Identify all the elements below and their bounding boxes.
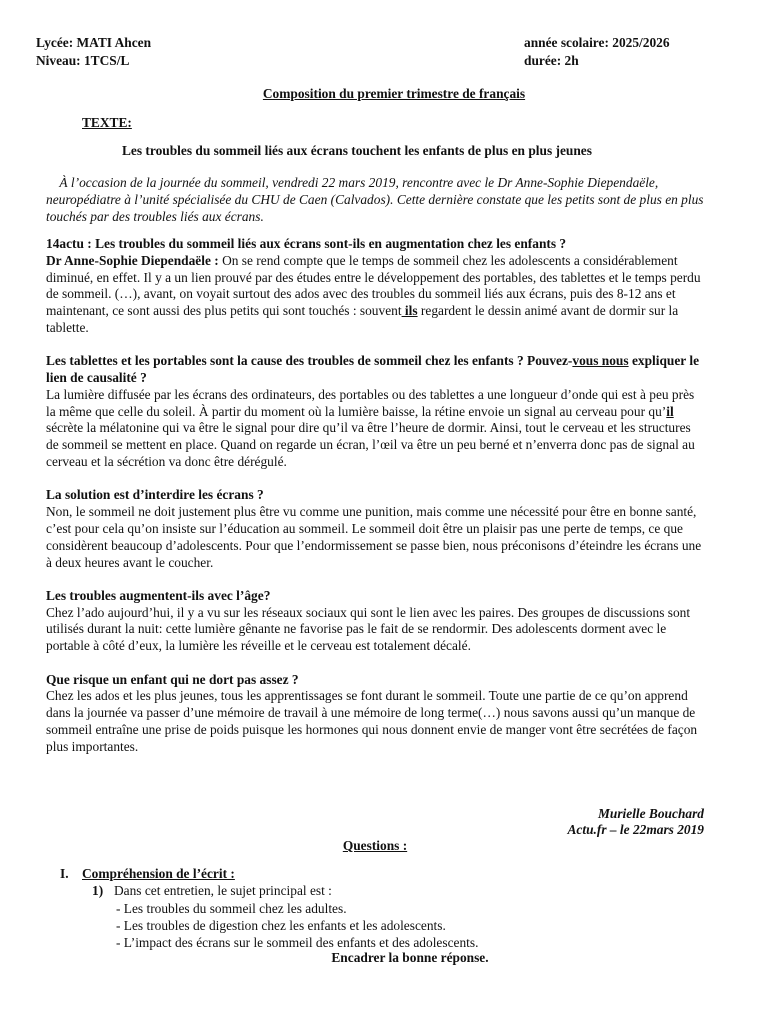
question-1 [92, 882, 332, 899]
article-intro [46, 174, 706, 225]
intro-text: À l’occasion de la journée du sommeil, vendredi 22 mars 2019, rencontre avec le Dr Anne-Sophie Diependaële, neuropédiatre à l’unité spécialisée du CHU de Caen (Calvados). Cette dernière constate que les petits sont de plus en plus touchés par des troubles liés aux écrans. [46, 175, 704, 224]
article-title: Les troubles du sommeil liés aux écrans touchent les enfants de plus en plus jeunes [122, 143, 592, 158]
interview-block-4 [46, 588, 706, 655]
question-text: Dans cet entretien, le sujet principal est : [114, 883, 332, 898]
interview-block-3 [46, 487, 706, 571]
interview-answer: Chez l’ado aujourd’hui, il y a vu sur les réseaux sociaux qui sont le lien avec les paires. Des groupes de discussions sont utilisés durant la nuit: cette lumière gênante ne favorise pas le fait de se rendormir. Des adolescents dorment avec le portable à côté d’eux, la lumière les réveille et le cerveau est totalement décalé. [46, 604, 691, 654]
texte-label: TEXTE: [82, 115, 132, 130]
section-title: Compréhension de l’écrit : [82, 866, 235, 881]
interview-block-2 [46, 353, 706, 471]
answer-options [116, 900, 478, 951]
header-left [36, 34, 151, 70]
interview-block-5 [46, 672, 706, 756]
question-text: Les tablettes et les portables sont la cause des troubles de sommeil chez les enfants ? Pouvez- [46, 353, 573, 369]
interview-question: Les troubles augmentent-ils avec l’âge? [46, 587, 271, 603]
interview-question [46, 353, 706, 387]
interview-question: 14actu : Les troubles du sommeil liés aux écrans sont-ils en augmentation chez les enfants ? [46, 236, 567, 251]
school-year: année scolaire: 2025/2026 [524, 35, 670, 50]
interview-question: La solution est d’interdire les écrans ? [46, 487, 264, 503]
question-instruction: Encadrer la bonne réponse. [331, 950, 489, 965]
answer-option[interactable]: - L’impact des écrans sur le sommeil des enfants et des adolescents. [116, 935, 479, 950]
interview-answer: Non, le sommeil ne doit justement plus être vu comme une punition, mais comme une nécessité pour être en bonne santé, c’est pour cela qu’on insiste sur l’éducation au sommeil. Le sommeil doit être un plaisir pas une perte de temps, ce que considèrent beaucoup d’adolescents. Pour que l’endormissement se passe bien, nous préconisons d’éteindre les écrans une à deux heures avant le coucher. [46, 504, 702, 570]
interview-answer: Chez les ados et les plus jeunes, tous les apprentissages se font durant le sommeil. Toute une partie de ce qu’on apprend dans la journée va passer d’une mémoire de travail à une mémoire de long terme(…) nous savons aussi qu’un manque de sommeil entraîne une prise de poids puisque les hormones qui nous donnent envie de manger vont être secrétées de façon plus importantes. [46, 688, 698, 754]
interview-answer [46, 387, 706, 471]
answer-text: On se rend compte que le temps de sommeil chez les adolescents a considérablement diminué, en effet. Il y a un lien prouvé par des études entre le développement des portables, des tablettes et le temps perdu de sommeil. (…), avant, on voyait surtout des ados avec des troubles du sommeil liés aux écrans, puis des 8-12 ans et maintenant, ce sont aussi des plus petits qui sont touchés : souvent [46, 252, 701, 319]
interview-body [46, 236, 706, 772]
header-right [524, 34, 670, 70]
question-text: expliquer le lien de causalité ? [46, 353, 700, 386]
interview-block-1 [46, 236, 706, 337]
answer-text: sécrète la mélatonine qui va être le signal pour dire qu’il va être l’heure de dormir. Ainsi, tout le cerveau et les structures de sommeil se mettent en place. Quand on regarde un écran, l’œil va être un peu berné et n’enverra donc pas de signal au cerveau et la sécrétion va donc être dérégulé. [46, 420, 695, 470]
questions-title: Questions : [342, 838, 408, 853]
interview-question: Que risque un enfant qui ne dort pas assez ? [46, 671, 299, 687]
speaker-name: Dr Anne-Sophie Diependaële : [46, 252, 219, 268]
underlined-word: ils [401, 303, 418, 319]
answer-option[interactable]: - Les troubles du sommeil chez les adultes. [116, 901, 347, 916]
exam-duration: durée: 2h [524, 53, 579, 68]
answer-option[interactable]: - Les troubles de digestion chez les enfants et les adolescents. [116, 918, 446, 933]
school-name: Lycée: MATI Ahcen [36, 35, 152, 50]
exam-title: Composition du premier trimestre de français [262, 86, 526, 101]
answer-text: regardent le dessin animé avant de dormir sur la tablette. [46, 303, 679, 335]
class-level: Niveau: 1TCS/L [36, 53, 130, 68]
section-heading [60, 866, 235, 882]
interview-answer [46, 253, 706, 337]
article-source: Actu.fr – le 22mars 2019 [567, 822, 704, 837]
underlined-word: vous nous [572, 353, 629, 369]
section-number: I. [60, 866, 69, 881]
author-name: Murielle Bouchard [597, 806, 704, 821]
article-signature [567, 806, 704, 838]
question-number: 1) [92, 883, 104, 898]
underlined-word: il [666, 403, 674, 419]
answer-text: La lumière diffusée par les écrans des ordinateurs, des portables ou des tablettes a une longueur d’onde qui est à peu près la même que celle du soleil. À partir du moment où la lumière baisse, la rétine envoie un signal au cerveau pour qu’ [46, 386, 695, 419]
